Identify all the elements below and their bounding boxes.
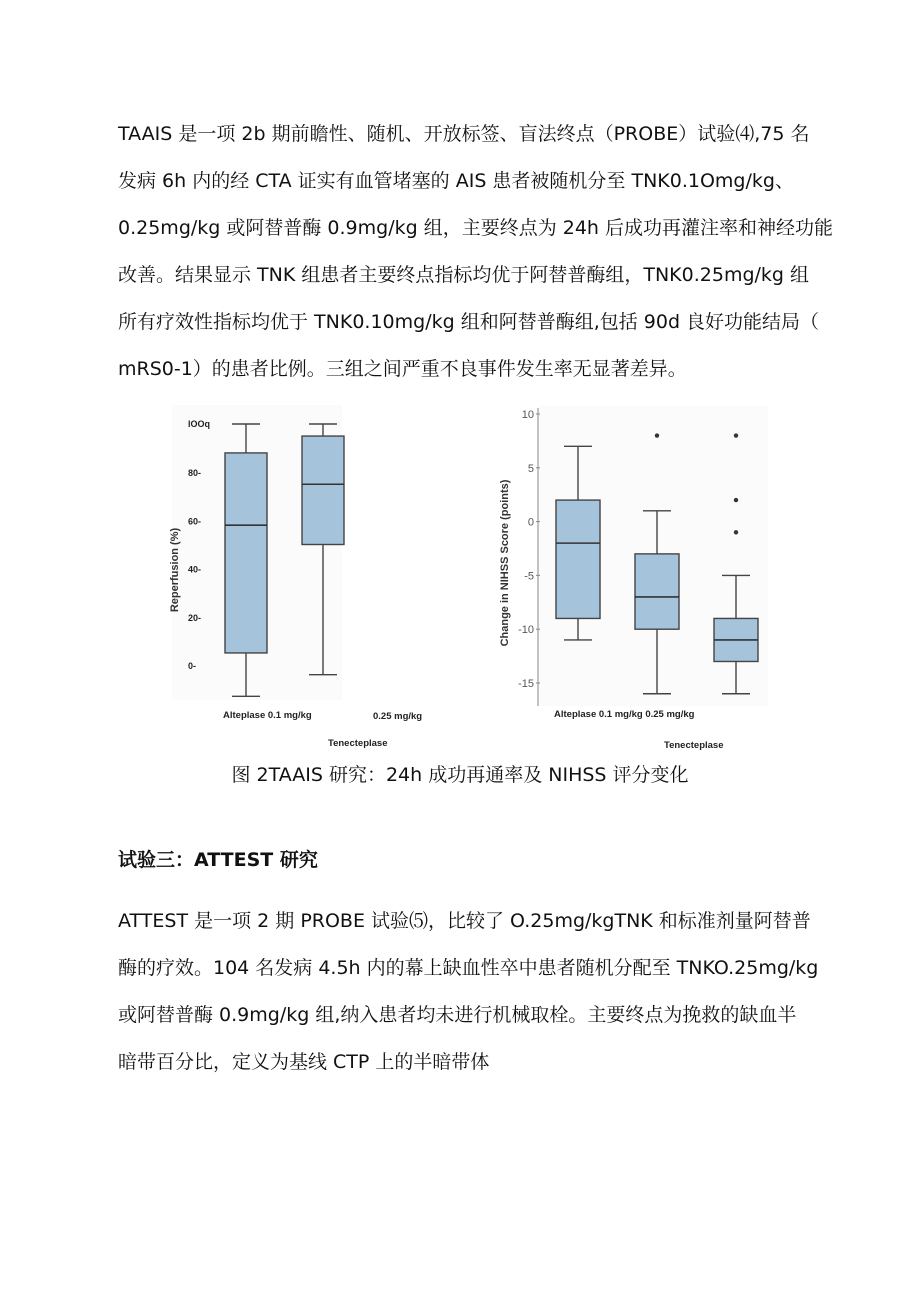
y-tick-label: 10 <box>521 409 534 421</box>
y-tick-label: -15 <box>518 678 534 690</box>
text-line: 改善。结果显示 TNK 组患者主要终点指标均优于阿替普酶组，TNK0.25mg∕kg 组 <box>118 264 810 286</box>
outlier-point <box>734 530 738 534</box>
y-tick-label: -10 <box>518 624 534 637</box>
y-tick-label: -5 <box>524 570 534 583</box>
nihss-boxplot <box>490 400 780 755</box>
text-line: mRS0-1）的患者比例。三组之间严重不良事件发生率无显著差异。 <box>118 358 687 380</box>
figure-caption: 图 2TAAIS 研究：24h 成功再通率及 NIHSS 评分变化 <box>231 764 689 786</box>
outlier-point <box>734 498 738 502</box>
text-line: 暗带百分比，定义为基线 CTP 上的半暗带体 <box>118 1051 490 1073</box>
outlier-point <box>734 433 738 437</box>
text-line: TAAIS 是一项 2b 期前瞻性、随机、开放标签、盲法终点（PROBE）试验⑷,75 名 <box>118 123 810 145</box>
outlier-point <box>655 433 659 437</box>
iqr-box <box>635 554 679 629</box>
text-line: ATTEST 是一项 2 期 PROBE 试验⑸，比较了 O.25mg∕kgTNK 和标准剂量阿替普 <box>118 910 811 932</box>
iqr-box <box>302 436 344 544</box>
x-label-025: 0.25 mg/kg <box>373 711 423 722</box>
paragraph-attest <box>118 898 838 1086</box>
text-line: 发病 6h 内的经 CTA 证实有血管堵塞的 AIS 患者被随机分至 TNK0.1Omg/kg、 <box>118 170 794 192</box>
y-axis-label: Change in NIHSS Score (points) <box>499 479 511 647</box>
text-line: 0.25mg∕kg 或阿替普酶 0.9mg∕kg 组，主要终点为 24h 后成功再灌注率和神经功能 <box>118 217 834 239</box>
section-heading: 试验三：ATTEST 研究 <box>118 849 318 871</box>
x-label-alteplase: Alteplase 0.1 mg/kg <box>223 710 312 721</box>
reperfusion-boxplot <box>160 405 450 750</box>
iqr-box <box>556 500 600 618</box>
text-line: 或阿替普酶 0.9mg∕kg 组,纳入患者均未进行机械取栓。主要终点为挽救的缺血半 <box>118 1004 797 1026</box>
iqr-box <box>225 453 267 653</box>
y-tick-label: 20- <box>188 612 202 623</box>
x-group-label: Tenecteplase <box>328 738 388 749</box>
paragraph-taais <box>118 111 838 393</box>
y-tick-label: 80- <box>188 468 202 479</box>
y-axis-label: Reperfusion (%) <box>169 527 181 613</box>
text-line: 酶的疗效。104 名发病 4.5h 内的幕上缺血性卒中患者随机分配至 TNKO.25mg∕kg <box>118 957 819 979</box>
x-group-label: Tenecteplase <box>664 740 724 751</box>
y-tick-label-top: lOOq <box>188 419 210 429</box>
x-label-doses: Alteplase 0.1 mg/kg 0.25 mg/kg <box>554 709 695 720</box>
y-tick-label: 0 <box>527 516 534 529</box>
text-line: 所有疗效性指标均优于 TNK0.10mg∕kg 组和阿替普酶组,包括 90d 良好功能结局（ <box>118 311 820 333</box>
y-tick-label: 60- <box>188 516 202 527</box>
y-tick-label: 40- <box>188 564 202 575</box>
y-tick-label: 0- <box>188 661 197 671</box>
y-tick-label: 5 <box>527 462 534 475</box>
